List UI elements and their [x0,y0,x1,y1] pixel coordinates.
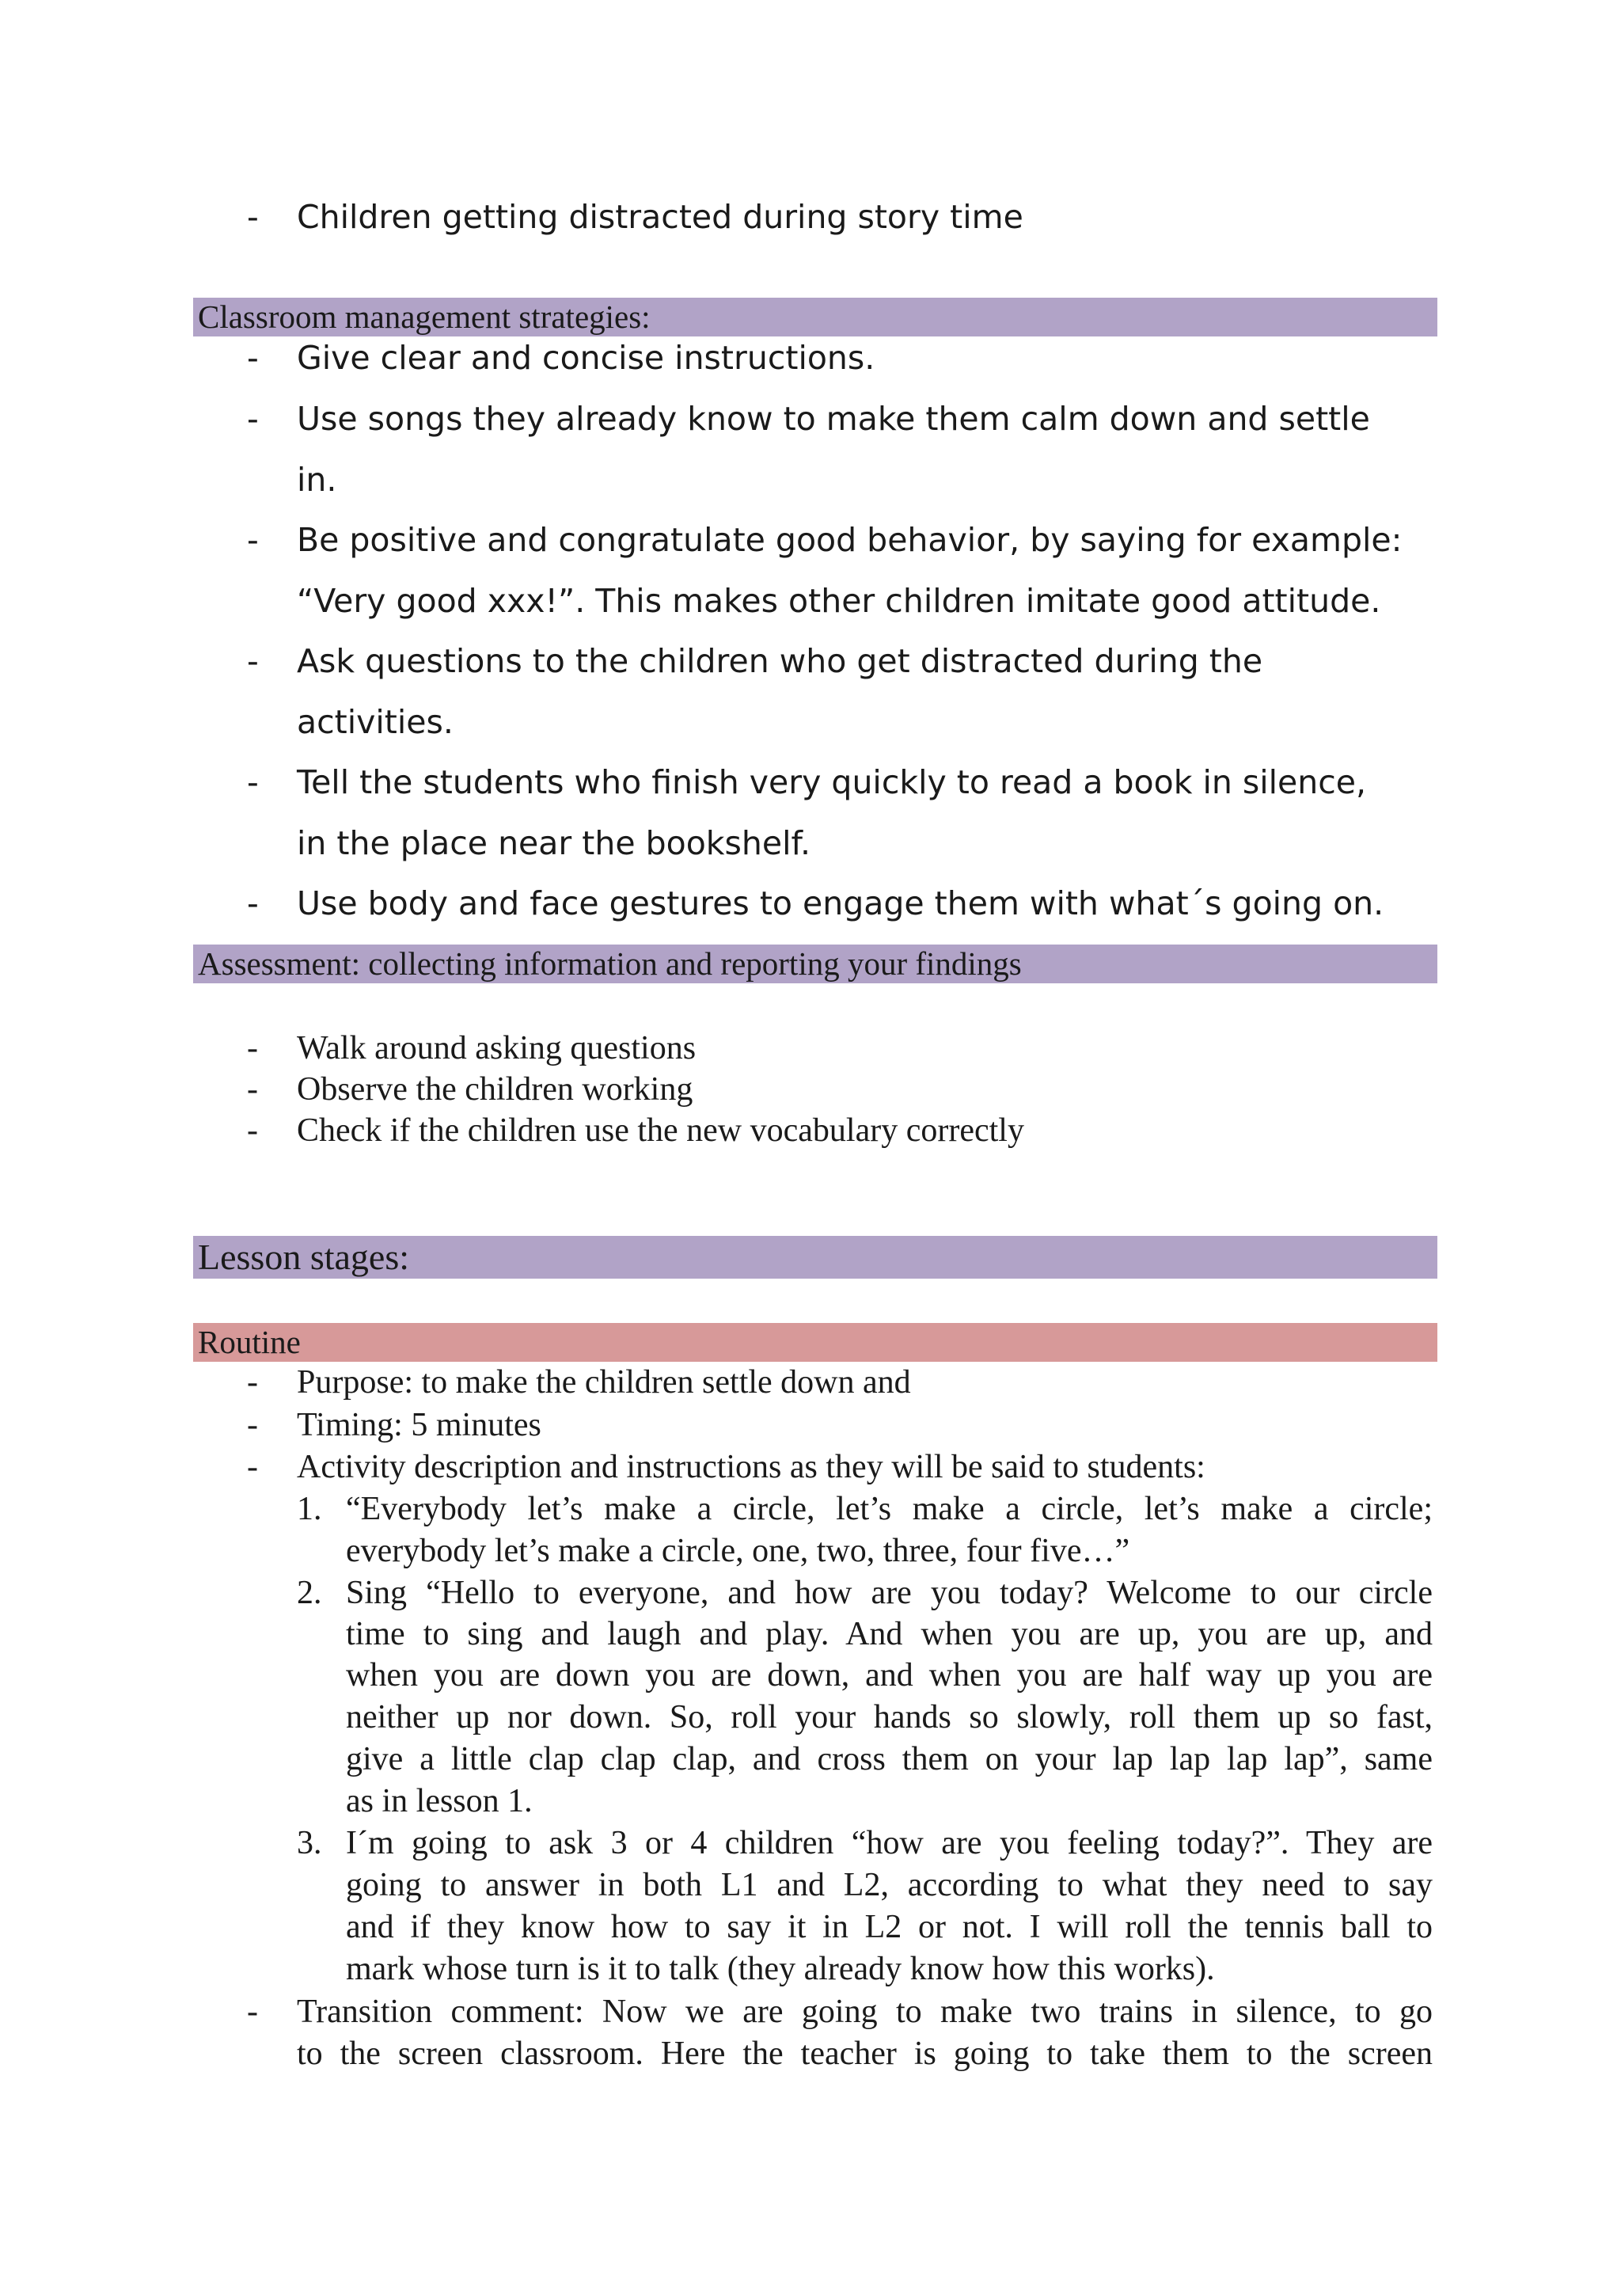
step-line: Sing “Hello to everyone, and how are you today? Welcome to our circle [346,1575,1433,1611]
bullet-dash: - [247,642,259,680]
routine-item: Activity description and instructions as they will be said to students: [297,1449,1205,1485]
strategy-line: “Very good xxx!”. This makes other children imitate good attitude. [297,582,1381,620]
step-number: 2. [297,1575,322,1611]
assessment-item: Observe the children working [297,1071,693,1108]
assessment-item: Check if the children use the new vocabulary correctly [297,1112,1024,1149]
transition-line: to the screen classroom. Here the teacher is going to take them to the screen [297,2036,1433,2072]
step-line: I´m going to ask 3 or 4 children “how are you feeling today?”. They are [346,1825,1433,1861]
bullet-dash: - [247,884,259,922]
lesson-stages-heading: Lesson stages: [193,1236,1437,1279]
bullet-dash: - [247,1407,258,1443]
assessment-heading: Assessment: collecting information and reporting your findings [193,945,1437,983]
bullet-dash: - [247,521,259,559]
step-line: and if they know how to say it in L2 or not. I will roll the tennis ball to [346,1909,1433,1945]
bullet-dash: - [247,1994,258,2030]
strategy-line: Be positive and congratulate good behavior, by saying for example: [297,521,1403,559]
strategy-line: Ask questions to the children who get distracted during the [297,642,1263,680]
strategy-line: Use body and face gestures to engage them with what´s going on. [297,884,1384,922]
strategy-line: in. [297,461,337,499]
bullet-dash: - [247,1364,258,1401]
step-line: “Everybody let’s make a circle, let’s make a circle, let’s make a circle; [346,1491,1433,1527]
step-line: going to answer in both L1 and L2, according to what they need to say [346,1867,1433,1903]
step-number: 3. [297,1825,322,1861]
step-line: everybody let’s make a circle, one, two, three, four five…” [346,1533,1130,1569]
bullet-dash: - [247,1071,258,1108]
classroom-strategies-heading: Classroom management strategies: [193,298,1437,336]
intro-item: Children getting distracted during story time [297,198,1023,236]
step-line: time to sing and laugh and play. And when you are up, you are up, and [346,1616,1433,1652]
routine-item: Timing: 5 minutes [297,1407,541,1443]
bullet-dash: - [247,198,259,236]
step-line: neither up nor down. So, roll your hands so slowly, roll them up so fast, [346,1699,1433,1735]
strategy-line: Tell the students who finish very quickly to read a book in silence, [297,763,1367,801]
step-line: mark whose turn is it to talk (they already know how this works). [346,1951,1215,1987]
step-line: give a little clap clap clap, and cross them on your lap lap lap lap”, same [346,1741,1433,1777]
strategy-line: Give clear and concise instructions. [297,339,875,377]
assessment-item: Walk around asking questions [297,1030,697,1066]
transition-line: Transition comment: Now we are going to make two trains in silence, to go [297,1994,1433,2030]
step-line: as in lesson 1. [346,1783,533,1819]
routine-heading: Routine [193,1323,1437,1362]
strategy-line: Use songs they already know to make them calm down and settle [297,400,1370,438]
step-line: when you are down you are down, and when you are half way up you are [346,1657,1433,1693]
bullet-dash: - [247,1449,258,1485]
routine-item: Purpose: to make the children settle down and [297,1364,911,1401]
bullet-dash: - [247,339,259,377]
bullet-dash: - [247,1112,258,1149]
step-number: 1. [297,1491,322,1527]
strategy-line: in the place near the bookshelf. [297,824,810,862]
bullet-dash: - [247,1030,258,1066]
bullet-dash: - [247,763,259,801]
strategy-line: activities. [297,703,454,741]
bullet-dash: - [247,400,259,438]
